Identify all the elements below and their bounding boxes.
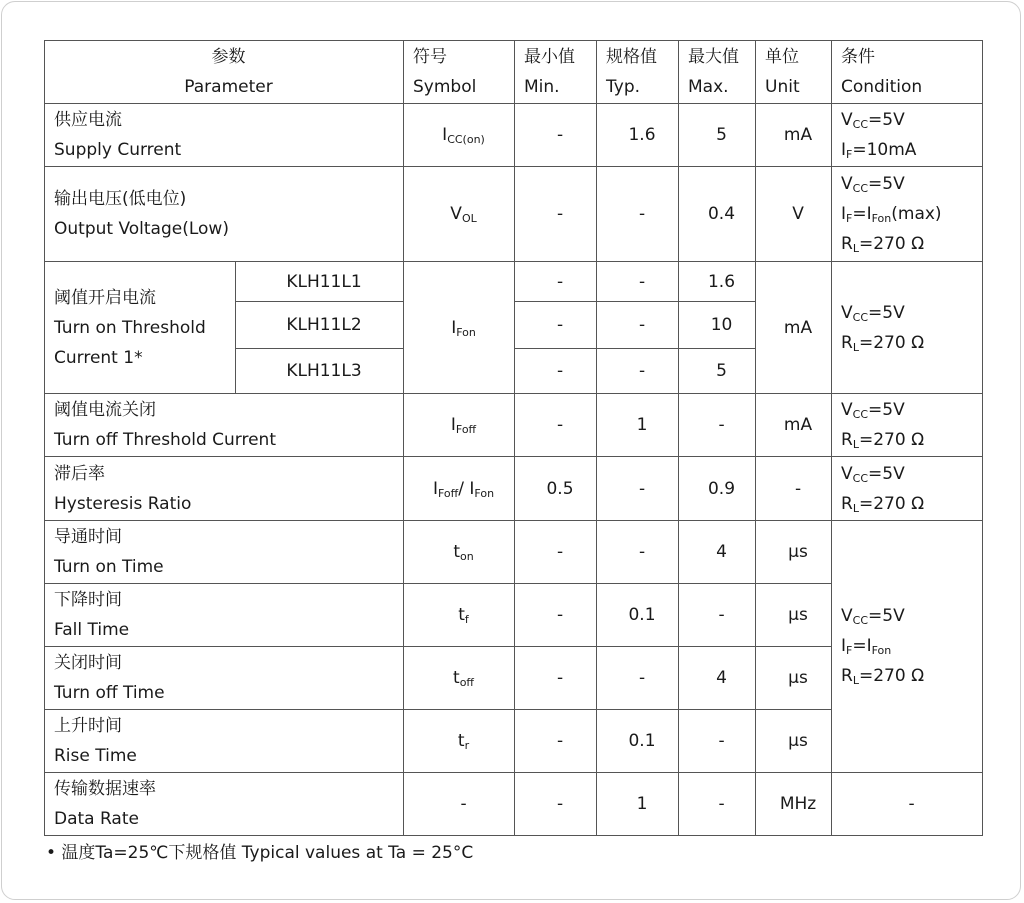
unit-cell: μs	[756, 709, 832, 772]
condition-cell: $V_{CC}=5V$ $I_F=I_{Fon}$ $R_L=270$ Ω	[832, 520, 983, 772]
model-cell: KLH11L2	[236, 302, 404, 349]
unit-cell: mA	[756, 104, 832, 167]
unit-cell: -	[756, 457, 832, 520]
symbol-cell: $I_{Foff}$	[404, 394, 515, 457]
param-cell: 传输数据速率 Data Rate	[45, 772, 404, 835]
max-cell: 4	[679, 520, 756, 583]
min-cell: -	[515, 167, 597, 262]
table-row	[45, 167, 983, 262]
typ-cell: 0.1	[597, 583, 679, 646]
max-cell: -	[679, 394, 756, 457]
typ-cell: -	[597, 520, 679, 583]
typ-cell: -	[597, 262, 679, 302]
typ-cell: -	[597, 302, 679, 349]
min-cell: -	[515, 349, 597, 394]
param-cell: 滞后率 Hysteresis Ratio	[45, 457, 404, 520]
param-cell: 供应电流 Supply Current	[45, 104, 404, 167]
unit-cell: μs	[756, 520, 832, 583]
typ-cell: -	[597, 349, 679, 394]
min-cell: -	[515, 394, 597, 457]
condition-cell: $V_{CC}=5V$ $R_L=270$ Ω	[832, 457, 983, 520]
header-symbol: 符号 Symbol	[404, 41, 515, 104]
model-cell: KLH11L3	[236, 349, 404, 394]
min-cell: -	[515, 772, 597, 835]
min-cell: -	[515, 646, 597, 709]
condition-cell: -	[832, 772, 983, 835]
symbol-cell: $t_{off}$	[404, 646, 515, 709]
max-cell: 10	[679, 302, 756, 349]
typ-cell: -	[597, 646, 679, 709]
header-typ: 规格值 Typ.	[597, 41, 679, 104]
table-row	[45, 520, 983, 583]
min-cell: -	[515, 520, 597, 583]
param-cell: 关闭时间 Turn off Time	[45, 646, 404, 709]
header-min: 最小值 Min.	[515, 41, 597, 104]
typ-cell: 1.6	[597, 104, 679, 167]
condition-cell: $V_{CC}=5V$ $I_F=10mA$	[832, 104, 983, 167]
min-cell: -	[515, 104, 597, 167]
unit-cell: μs	[756, 646, 832, 709]
header-parameter: 参数 Parameter	[45, 41, 404, 104]
unit-cell: μs	[756, 583, 832, 646]
unit-cell: mA	[756, 394, 832, 457]
symbol-cell: $t_{on}$	[404, 520, 515, 583]
footnote: • 温度Ta=25℃下规格值 Typical values at Ta = 25°C	[46, 843, 474, 863]
table-row	[45, 772, 983, 835]
model-cell: KLH11L1	[236, 262, 404, 302]
condition-cell: $V_{CC}=5V$ $R_L=270$ Ω	[832, 394, 983, 457]
max-cell: 0.9	[679, 457, 756, 520]
symbol-cell: -	[404, 772, 515, 835]
header-condition: 条件 Condition	[832, 41, 983, 104]
typ-cell: 1	[597, 772, 679, 835]
param-cell: 下降时间 Fall Time	[45, 583, 404, 646]
table-row	[45, 262, 983, 302]
max-cell: 0.4	[679, 167, 756, 262]
param-cell: 阈值开启电流 Turn on Threshold Current 1*	[45, 262, 236, 394]
unit-cell: mA	[756, 262, 832, 394]
min-cell: 0.5	[515, 457, 597, 520]
condition-cell: $V_{CC}=5V$ $I_F=I_{Fon}(\max)$ $R_L=270$ Ω	[832, 167, 983, 262]
param-cell: 上升时间 Rise Time	[45, 709, 404, 772]
symbol-cell: $I_{Foff}/$ $I_{Fon}$	[404, 457, 515, 520]
param-cell: 输出电压(低电位) Output Voltage(Low)	[45, 167, 404, 262]
param-cell: 阈值电流关闭 Turn off Threshold Current	[45, 394, 404, 457]
table-row	[45, 104, 983, 167]
max-cell: -	[679, 583, 756, 646]
header-max: 最大值 Max.	[679, 41, 756, 104]
min-cell: -	[515, 709, 597, 772]
symbol-cell: $t_f$	[404, 583, 515, 646]
param-cell: 导通时间 Turn on Time	[45, 520, 404, 583]
min-cell: -	[515, 583, 597, 646]
typ-cell: -	[597, 457, 679, 520]
max-cell: -	[679, 772, 756, 835]
table-row	[45, 457, 983, 520]
symbol-cell: $I_{CC(on)}$	[404, 104, 515, 167]
header-row	[45, 41, 983, 104]
max-cell: 5	[679, 349, 756, 394]
min-cell: -	[515, 302, 597, 349]
max-cell: 4	[679, 646, 756, 709]
typ-cell: -	[597, 167, 679, 262]
table-row	[45, 394, 983, 457]
spec-table	[44, 40, 983, 836]
unit-cell: V	[756, 167, 832, 262]
max-cell: 5	[679, 104, 756, 167]
typ-cell: 1	[597, 394, 679, 457]
symbol-cell: $V_{OL}$	[404, 167, 515, 262]
max-cell: 1.6	[679, 262, 756, 302]
unit-cell: MHz	[756, 772, 832, 835]
symbol-cell: $t_r$	[404, 709, 515, 772]
symbol-cell: $I_{Fon}$	[404, 262, 515, 394]
typ-cell: 0.1	[597, 709, 679, 772]
min-cell: -	[515, 262, 597, 302]
header-unit: 单位 Unit	[756, 41, 832, 104]
max-cell: -	[679, 709, 756, 772]
condition-cell: $V_{CC}=5V$ $R_L=270$ Ω	[832, 262, 983, 394]
